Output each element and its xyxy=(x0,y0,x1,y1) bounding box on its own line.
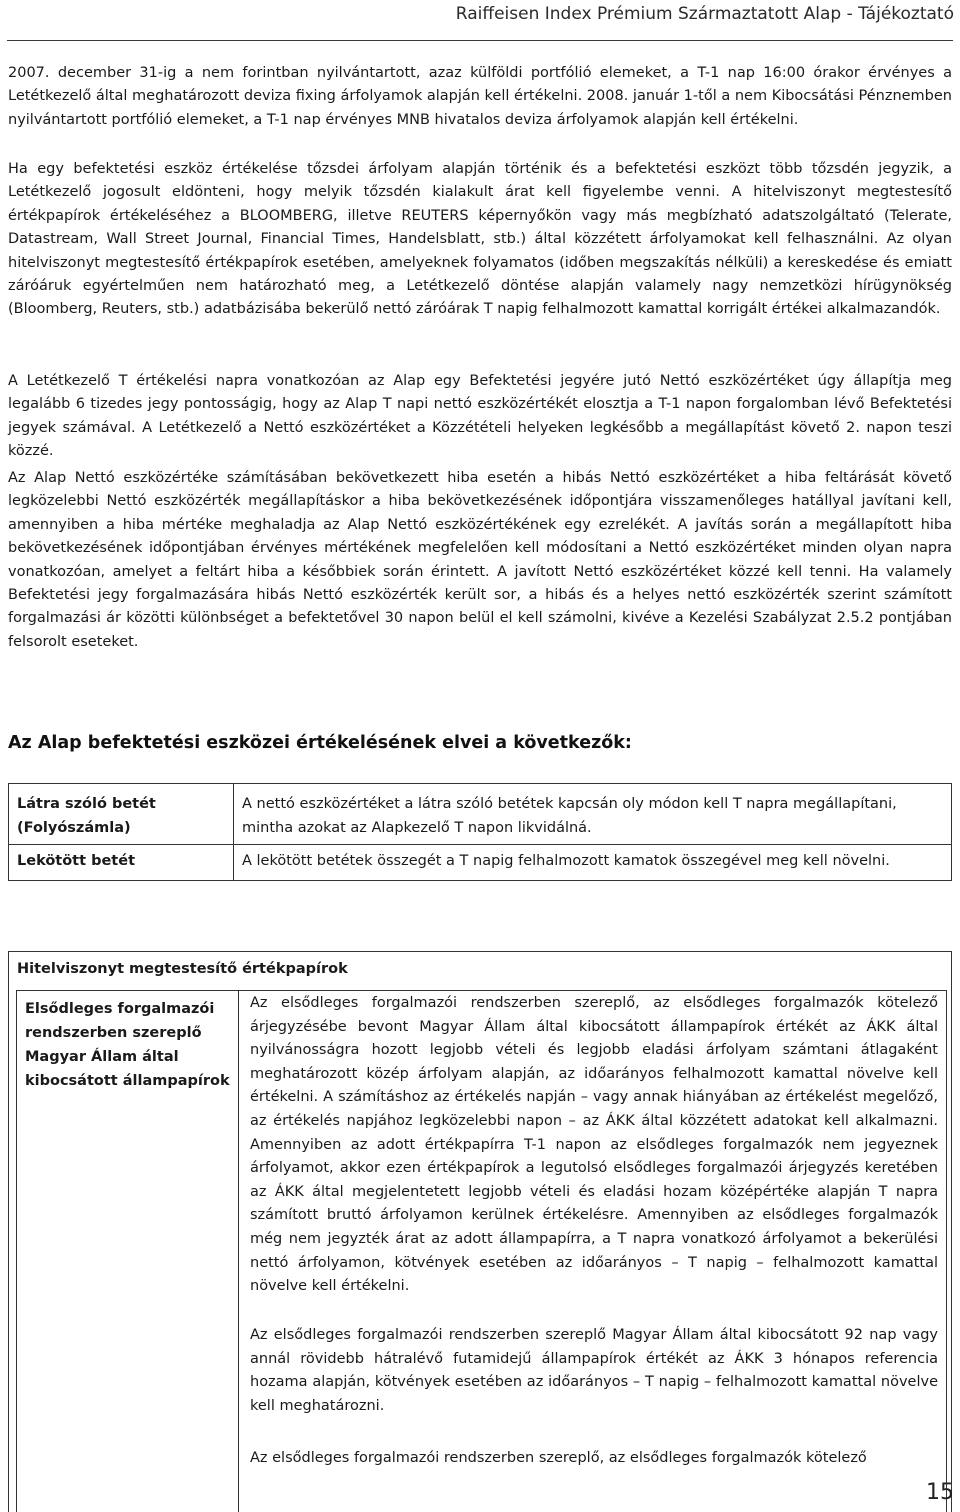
valuation-paragraph: Az elsődleges forgalmazói rendszerben szereplő Magyar Állam által kibocsátott 92 nap vagy annál rövidebb hátralévő futamidejű állampapírok értékét az ÁKK 3 hónapos referencia hozama alapján, kötvények esetében az időarányos – T napig – felhalmozott kamattal növelve kell meghatározni. xyxy=(250,1327,938,1414)
paragraph-fx-valuation: 2007. december 31-ig a nem forintban nyilvántartott, azaz külföldi portfólió elemeket, a T-1 nap 16:00 órakor érvényes a Letétkezelő által meghatározott deviza fixing árfolyamok alapján kell értékelni. 2008. január 1-től a nem Kibocsátási Pénznemben nyilvántartott portfólió elemeket, a T-1 nap érvényes MNB hivatalos deviza árfolyamok alapján kell értékelni. xyxy=(8,65,952,128)
paragraph-nav-error-correction: Az Alap Nettó eszközértéke számításában bekövetkezett hiba esetén a hibás Nettó eszközértéket a hiba feltárását követő legközelebbi Nettó eszközérték megállapításkor a hiba bekövetkezésének időpontjára visszamenőleges hatállyal javítani kell, amennyiben a hiba mértéke meghaladja az Alap Nettó eszközértékének egy ezrelékét. A javítás során a megállapított hiba bekövetkezésének időpontjában érvényes mértékének megfelelően kell módosítani a Nettó eszközértéket minden olyan napra vonatkozóan, amelyet a feltárt hiba a későbbiek során érintett. A javított Nettó eszközértéket közzé kell tenni. Ha valamely Befektetési jegy forgalmazására hibás Nettó eszközérték került sor, a hibás és a helyes nettó eszközérték szerint számított forgalmazási ár közötti különbséget a befektetővel 30 napon belül el kell számolni, kivéve a Kezelési Szabályzat 2.5.2 pontjában felsorolt eseteket. xyxy=(8,470,952,650)
government-securities-table xyxy=(16,990,947,1512)
section-title: Az Alap befektetési eszközei értékelésének elvei a következők: xyxy=(8,733,632,753)
page-number: 15 xyxy=(926,1480,954,1505)
table-row xyxy=(9,784,952,845)
table-label-cell: Látra szóló betét (Folyószámla) xyxy=(9,784,234,845)
table-value-cell xyxy=(240,991,946,1512)
valuation-paragraph: Az elsődleges forgalmazói rendszerben szereplő, az elsődleges forgalmazók kötelező árjegyzésébe bevont Magyar Állam által kibocsátott állampapírok értékét az ÁKK által nyilvánosságra hozott legjobb vételi és legjobb eladási árfolyam számtani átlagaként meghatározott közép árfolyam alapján, az időarányos felhalmozott kamattal növelve kell értékelni. A számításhoz az értékelés napján – vagy annak hiányában az értékelést megelőző, az értékelés napjához legközelebbi napon – az ÁKK által közzétett adatokat kell alkalmazni. Amennyiben az adott értékpapírra T-1 napon az elsődleges forgalmazók nem jegyeznek árfolyamot, akkor ezen értékpapírok a legutolsó elsődleges forgalmazói árjegyzés keretében az ÁKK által megjelentetett legjobb vételi és eladási hozam középértéke alapján T napra számított bruttó árfolyamon kerülnek értékelésre. Amennyiben az elsődleges forgalmazók még nem jegyzték árat az adott állampapírra, a T napra vonatkozó árfolyamot a bekerülési nettó árfolyamon, kötvények esetében az időarányos – T napig – felhalmozott kamattal növelve kell értékelni. xyxy=(250,995,938,1295)
table-value-cell: A nettó eszközértéket a látra szóló betétek kapcsán oly módon kell T napra megállapítani, mintha azokat az Alapkezelő T napon likvidálná. xyxy=(234,784,952,845)
valuation-paragraph: Az elsődleges forgalmazói rendszerben szereplő, az elsődleges forgalmazók kötelező xyxy=(250,1450,867,1466)
table-value-cell: A lekötött betétek összegét a T napig felhalmozott kamatok összegével meg kell növelni. xyxy=(234,845,952,881)
securities-box-title: Hitelviszonyt megtestesítő értékpapírok xyxy=(17,961,348,977)
securities-valuation-box xyxy=(8,951,952,1512)
table-label-cell: Elsődleges forgalmazói rendszerben szereplő Magyar Állam által kibocsátott állampapírok xyxy=(17,991,239,1512)
header-divider xyxy=(7,40,953,41)
table-label-cell: Lekötött betét xyxy=(9,845,234,881)
paragraph-exchange-valuation: Ha egy befektetési eszköz értékelése tőzsdei árfolyam alapján történik és a befektetési eszközt több tőzsdén jegyzik, a Letétkezelő jogosult eldönteni, hogy melyik tőzsdén kialakult árat kell figyelembe venni. A hitelviszonyt megtestesítő értékpapírok értékeléséhez a BLOOMBERG, illetve REUTERS képernyőkön vagy más megbízható adatszolgáltató (Telerate, Datastream, Wall Street Journal, Financial Times, Handelsblatt, stb.) által közzétett árfolyamokat kell felhasználni. Az olyan hitelviszonyt megtestesítő értékpapírok esetében, amelyeknek folyamatos (időben megszakítás nélküli) a kereskedése és emiatt záróáruk egyértelműen nem határozható meg, a Letétkezelő döntése alapján valamely nagy nemzetközi hírügynökség (Bloomberg, Reuters, stb.) adatbázisába bekerülő nettó záróárak T napig felhalmozott kamattal korrigált értékei alkalmazandók. xyxy=(8,161,952,318)
paragraph-nav-calculation: A Letétkezelő T értékelési napra vonatkozóan az Alap egy Befektetési jegyére jutó Nettó eszközértéket úgy állapítja meg legalább 6 tizedes jegy pontosságig, hogy az Alap T napi nettó eszközértékét elosztja a T-1 napon forgalomban lévő Befektetési jegyek számával. A Letétkezelő a Nettó eszközértéket a Közzétételi helyeken legkésőbb a megállapítást követő 2. napon teszi közzé. xyxy=(8,373,952,460)
deposit-valuation-table xyxy=(8,783,952,881)
document-header: Raiffeisen Index Prémium Származtatott Alap - Tájékoztató xyxy=(455,4,954,24)
table-row xyxy=(9,845,952,881)
